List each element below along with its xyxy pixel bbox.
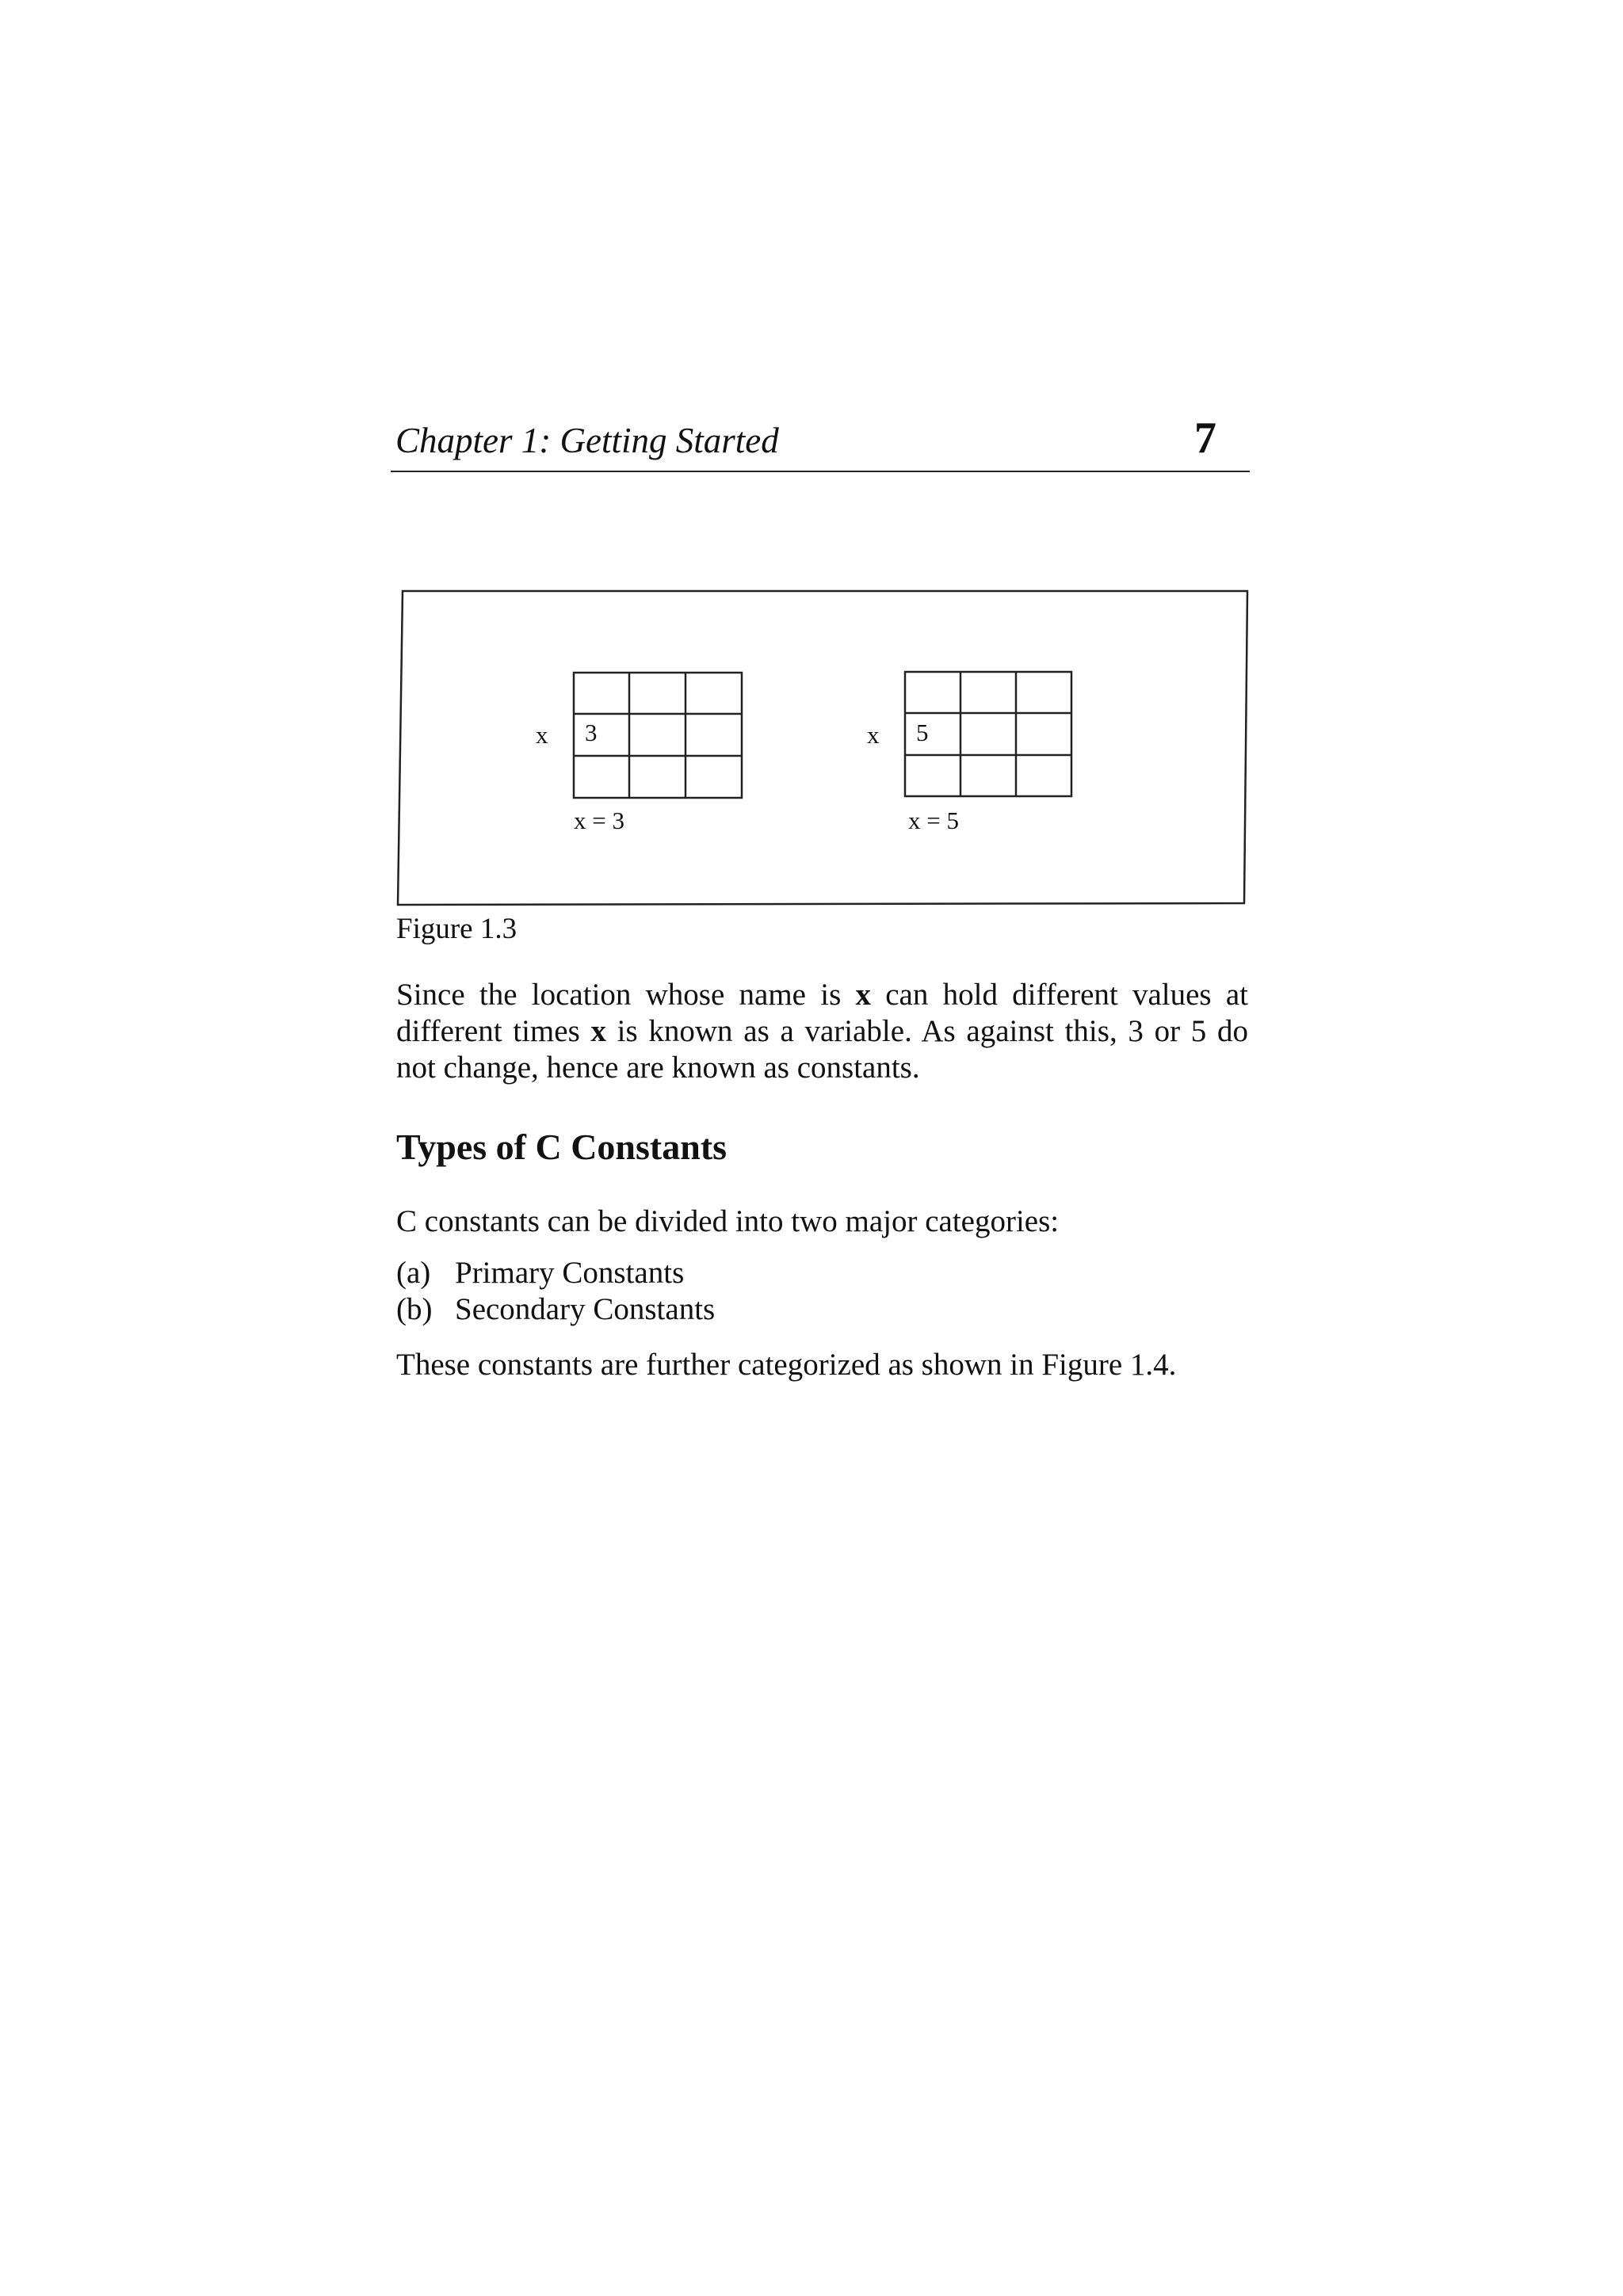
figure-1-3 [395, 589, 1251, 906]
list-item-text: Secondary Constants [455, 1292, 716, 1326]
list-marker: (b) [396, 1292, 433, 1326]
memory-diagram [395, 589, 1251, 906]
paragraph-categories: C constants can be divided into two major categories: [396, 1204, 1060, 1238]
assignment-label-2: x = 5 [908, 807, 959, 834]
running-header [391, 414, 1250, 472]
list-marker: (a) [396, 1256, 431, 1290]
variable-x-bold: x [855, 978, 871, 1012]
variable-name-1: x [536, 721, 548, 749]
variable-name-2: x [867, 721, 880, 749]
paragraph-text: is known as a variable. As against this, 3 or 5 do not change, hence are known as constants. [396, 1014, 1249, 1085]
figure-caption: Figure 1.3 [396, 913, 517, 945]
assignment-label-1: x = 3 [574, 807, 624, 834]
paragraph-text: Since the location whose name is [396, 978, 856, 1012]
chapter-title: Chapter 1: Getting Started [395, 421, 779, 460]
list-item [396, 1291, 715, 1328]
stored-value-2: 5 [916, 719, 929, 746]
stored-value-1: 3 [585, 719, 598, 746]
list-item [396, 1255, 715, 1291]
figure-border [398, 591, 1247, 905]
paragraph-further: These constants are further categorized as shown in Figure 1.4. [396, 1348, 1177, 1382]
constants-list [396, 1255, 715, 1328]
list-item-text: Primary Constants [455, 1256, 685, 1290]
paragraph-text: can hold different values at different times [396, 978, 1248, 1048]
section-heading: Types of C Constants [396, 1127, 727, 1167]
variable-x-bold: x [590, 1014, 606, 1048]
page-number: 7 [1194, 414, 1216, 463]
memory-grid-1 [574, 673, 742, 798]
memory-grid-2 [905, 672, 1071, 796]
paragraph-variables [396, 977, 1248, 1086]
